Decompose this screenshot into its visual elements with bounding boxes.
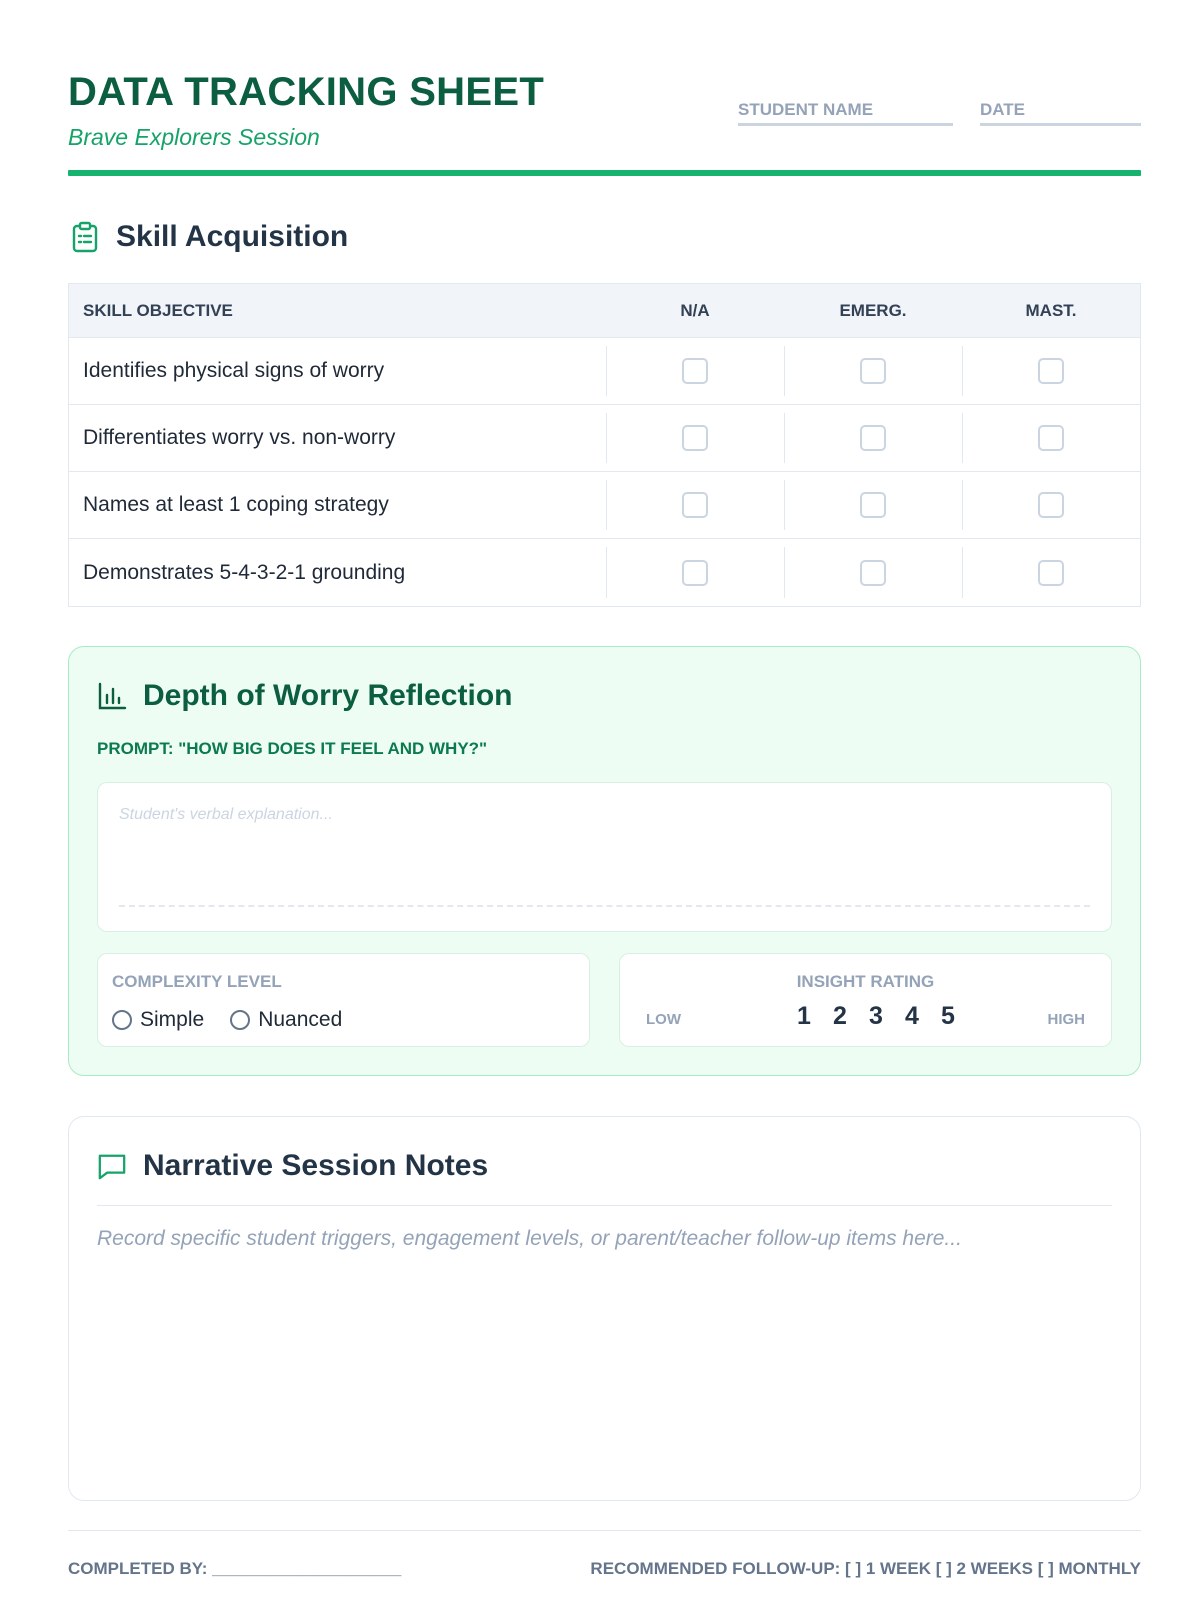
complexity-label: COMPLEXITY LEVEL [112,972,282,991]
skill-section-title: Skill Acquisition [116,220,349,253]
header [68,70,1141,174]
column-header: SKILL OBJECTIVE [83,300,233,320]
rating-option-4[interactable]: 4 [905,1002,919,1030]
complexity-option-nuanced[interactable] [230,1008,342,1032]
na-checkbox[interactable] [682,358,708,384]
emerging-checkbox[interactable] [860,425,886,451]
recommended-follow-up: RECOMMENDED FOLLOW-UP: [ ] 1 WEEK [ ] 2 WEEKS [ ] MONTHLY [590,1559,1141,1578]
notes-input[interactable]: Record specific student triggers, engagement levels, or parent/teacher follow-up items here... [97,1227,962,1250]
writing-line [119,905,1090,907]
skill-objective: Demonstrates 5-4-3-2-1 grounding [83,560,406,584]
skill-objective: Identifies physical signs of worry [83,359,385,382]
page-title: DATA TRACKING SHEET [68,70,545,114]
notes-title: Narrative Session Notes [143,1149,489,1182]
explanation-input[interactable] [97,782,1112,932]
na-checkbox[interactable] [682,560,708,586]
page-subtitle: Brave Explorers Session [68,124,320,150]
student-name-field[interactable] [738,100,953,126]
notes-divider [97,1205,1112,1206]
emerging-checkbox[interactable] [860,492,886,518]
reflection-prompt: PROMPT: "HOW BIG DOES IT FEEL AND WHY?" [97,739,488,758]
skill-table [68,283,1141,607]
clipboard-icon [70,221,100,253]
mastered-checkbox[interactable] [1038,425,1064,451]
table-row [69,405,1140,472]
insight-panel [619,953,1112,1047]
na-checkbox[interactable] [682,492,708,518]
insight-scale [786,1002,966,1031]
na-checkbox[interactable] [682,425,708,451]
message-square-icon [97,1150,127,1182]
student-name-label: STUDENT NAME [738,100,874,119]
rating-option-1[interactable]: 1 [797,1002,811,1030]
column-header: N/A [680,300,710,320]
mastered-checkbox[interactable] [1038,492,1064,518]
radio-button[interactable] [112,1010,132,1030]
scale-high-label: HIGH [1047,1011,1085,1028]
table-row [69,472,1140,539]
mastered-checkbox[interactable] [1038,358,1064,384]
skill-objective: Differentiates worry vs. non-worry [83,426,396,449]
notes-card [68,1116,1141,1501]
rating-option-2[interactable]: 2 [833,1002,847,1030]
header-divider [68,170,1141,176]
scale-low-label: LOW [646,1011,681,1028]
footer-divider [68,1530,1141,1531]
bar-chart-icon [97,680,127,712]
skill-section-heading [70,220,348,254]
emerging-checkbox[interactable] [860,358,886,384]
column-header: EMERG. [839,300,907,320]
date-field[interactable] [980,100,1141,126]
reflection-card [68,646,1141,1076]
rating-option-3[interactable]: 3 [869,1002,883,1030]
skill-objective: Names at least 1 coping strategy [83,493,389,516]
complexity-option-simple[interactable] [112,1008,204,1032]
date-label: DATE [980,100,1026,119]
radio-label: Nuanced [258,1008,343,1031]
insight-label: INSIGHT RATING [796,972,935,991]
radio-button[interactable] [230,1010,250,1030]
explanation-placeholder: Student's verbal explanation... [119,806,333,823]
rating-option-5[interactable]: 5 [941,1002,955,1030]
table-row [69,338,1140,405]
reflection-title: Depth of Worry Reflection [143,679,513,712]
complexity-panel [97,953,590,1047]
column-header: MAST. [1025,300,1077,320]
notes-heading [97,1149,488,1183]
completed-by: COMPLETED BY: ____________________ [68,1559,402,1578]
emerging-checkbox[interactable] [860,560,886,586]
table-row [69,539,1140,606]
radio-label: Simple [140,1008,205,1031]
mastered-checkbox[interactable] [1038,560,1064,586]
table-header [69,284,1140,338]
reflection-heading [97,679,512,713]
complexity-options [112,1008,368,1032]
